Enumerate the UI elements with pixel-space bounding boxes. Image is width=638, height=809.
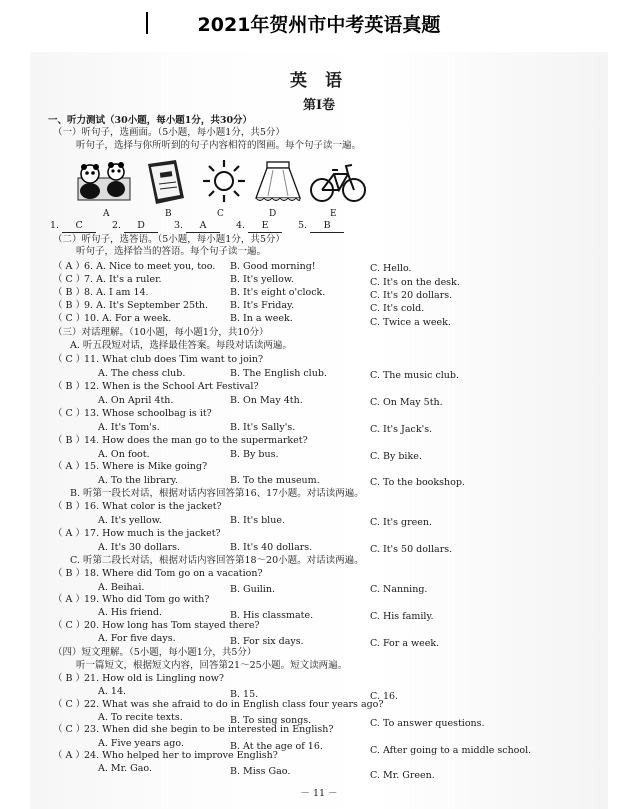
subject-title: 英 语 xyxy=(290,71,348,91)
option-c: C. 16. xyxy=(370,691,399,702)
question-option-a: 7. A. It's a ruler. xyxy=(84,274,162,285)
answer-number: 3. xyxy=(174,220,184,231)
option-c: C. Mr. Green. xyxy=(370,770,435,781)
picture-answer-row xyxy=(174,220,220,233)
sun-picture xyxy=(203,160,245,202)
option-b: B. By bus. xyxy=(230,449,279,460)
answer-mark: （ A ） xyxy=(53,261,85,272)
option-a: A. It's 30 dollars. xyxy=(98,542,181,553)
option-a: A. It's yellow. xyxy=(98,515,162,526)
option-a: A. Mr. Gao. xyxy=(98,763,152,774)
part2-instruction: 听句子，选择恰当的答语。每个句子读一遍。 xyxy=(76,246,267,257)
option-a: A. The chess club. xyxy=(98,368,186,379)
option-c: C. After going to a middle school. xyxy=(370,745,532,756)
panda-picture xyxy=(78,162,130,200)
listening-pictures xyxy=(76,158,366,206)
answer-mark: （ C ） xyxy=(53,620,86,631)
option-b: B. It's blue. xyxy=(230,515,285,526)
part4-heading: （四）短文理解。（5小题，每小题1分，共5分） xyxy=(53,647,257,658)
option-c: C. To answer questions. xyxy=(370,718,485,729)
question: 16. What color is the jacket? xyxy=(84,501,222,512)
picture-answer-row xyxy=(236,220,282,233)
option-a: A. To the library. xyxy=(98,475,178,486)
part2-heading: （二）听句子，选答语。（5小题，每小题1分，共5分） xyxy=(53,234,285,245)
option-c: C. His family. xyxy=(370,611,434,622)
question-option-a: 9. A. It's September 25th. xyxy=(84,300,209,311)
part1-instruction: 听句子，选择与你所听到的句子内容相符的图画。每个句子读一遍。 xyxy=(76,140,362,151)
option-c: C. Twice a week. xyxy=(370,317,451,328)
part4-instruction: 听一篇短文，根据短文内容，回答第21～25小题。短文读两遍。 xyxy=(76,660,348,671)
answer-blank: C xyxy=(62,220,96,233)
option-b: B. The English club. xyxy=(230,368,327,379)
answer-number: 5. xyxy=(298,220,308,231)
answer-mark: （ B ） xyxy=(53,673,86,684)
picture-label: B xyxy=(165,209,172,219)
bicycle-picture xyxy=(311,165,365,201)
answer-blank: A xyxy=(186,220,220,233)
option-b: B. It's yellow. xyxy=(230,274,294,285)
answer-mark: （ B ） xyxy=(53,501,86,512)
skirt-picture xyxy=(256,162,300,201)
answer-mark: （ B ） xyxy=(53,287,86,298)
answer-mark: （ A ） xyxy=(53,750,85,761)
option-a: A. Five years ago. xyxy=(98,738,184,749)
answer-blank: B xyxy=(310,220,344,233)
question: 13. Whose schoolbag is it? xyxy=(84,408,212,419)
option-b: B. 15. xyxy=(230,689,259,700)
option-b: B. It's Friday. xyxy=(230,300,295,311)
question: 12. When is the School Art Festival? xyxy=(84,381,259,392)
option-a: A. 14. xyxy=(98,686,127,697)
answer-mark: （ C ） xyxy=(53,724,86,735)
option-b: B. On May 4th. xyxy=(230,395,303,406)
picture-answer-row xyxy=(50,220,96,233)
section-heading: 一、听力测试（30小题，每小题1分，共30分） xyxy=(48,115,253,126)
answer-mark: （ B ） xyxy=(53,381,86,392)
answer-mark: （ A ） xyxy=(53,461,85,472)
answer-blank: D xyxy=(124,220,158,233)
question: 24. Who helped her to improve English? xyxy=(84,750,278,761)
question: 22. What was she afraid to do in English class four years ago? xyxy=(84,699,384,710)
option-a: A. On April 4th. xyxy=(98,395,174,406)
question-option-a: 6. A. Nice to meet you, too. xyxy=(84,261,216,272)
option-b: B. To sing songs. xyxy=(230,715,312,726)
option-c: C. It's 20 dollars. xyxy=(370,290,453,301)
option-c: C. By bike. xyxy=(370,451,422,462)
answer-number: 1. xyxy=(50,220,60,231)
question-option-a: 8. A. I am 14. xyxy=(84,287,149,298)
part3-instruction-c: C. 听第二段长对话，根据对话内容回答第18～20小题。对话读两遍。 xyxy=(70,555,364,566)
option-b: B. In a week. xyxy=(230,313,293,324)
picture-label: A xyxy=(103,209,110,219)
option-a: A. It's Tom's. xyxy=(98,422,160,433)
page-number: － 11 － xyxy=(300,788,338,799)
option-b: B. It's Sally's. xyxy=(230,422,296,433)
option-b: B. It's 40 dollars. xyxy=(230,542,313,553)
answer-number: 4. xyxy=(236,220,246,231)
option-b: B. His classmate. xyxy=(230,610,314,621)
option-c: C. It's 50 dollars. xyxy=(370,544,453,555)
answer-mark: （ C ） xyxy=(53,699,86,710)
picture-label: E xyxy=(330,209,337,219)
option-c: C. It's green. xyxy=(370,517,433,528)
option-b: B. To the museum. xyxy=(230,475,320,486)
answer-mark: （ B ） xyxy=(53,300,86,311)
answer-blank: E xyxy=(248,220,282,233)
answer-mark: （ A ） xyxy=(53,528,85,539)
book-picture xyxy=(148,160,184,204)
part3-heading: （三）对话理解。（10小题，每小题1分，共10分） xyxy=(53,327,269,338)
option-b: B. Good morning! xyxy=(230,261,316,272)
question-option-a: 10. A. For a week. xyxy=(84,313,172,324)
answer-mark: （ C ） xyxy=(53,408,86,419)
question: 20. How long has Tom stayed there? xyxy=(84,620,260,631)
answer-mark: （ A ） xyxy=(53,594,85,605)
answer-mark: （ C ） xyxy=(53,313,86,324)
answer-number: 2. xyxy=(112,220,122,231)
option-c: C. Hello. xyxy=(370,263,412,274)
option-c: C. It's on the desk. xyxy=(370,277,460,288)
question: 21. How old is Lingling now? xyxy=(84,673,224,684)
paper-part-title: 第Ⅰ卷 xyxy=(302,98,336,113)
part3-instruction-a: A. 听五段短对话，选择最佳答案。每段对话读两遍。 xyxy=(70,340,292,351)
option-c: C. It's Jack's. xyxy=(370,424,433,435)
option-b: B. It's eight o'clock. xyxy=(230,287,326,298)
option-c: C. To the bookshop. xyxy=(370,477,465,488)
answer-mark: （ C ） xyxy=(53,274,86,285)
option-b: B. At the age of 16. xyxy=(230,741,323,752)
answer-mark: （ C ） xyxy=(53,354,86,365)
option-a: A. His friend. xyxy=(98,607,163,618)
question: 11. What club does Tim want to join? xyxy=(84,354,264,365)
question: 23. When did she begin to be interested in English? xyxy=(84,724,334,735)
question: 17. How much is the jacket? xyxy=(84,528,221,539)
picture-label: C xyxy=(217,209,224,219)
option-a: A. To recite texts. xyxy=(98,712,183,723)
question: 15. Where is Mike going? xyxy=(84,461,208,472)
option-b: B. For six days. xyxy=(230,636,304,647)
option-a: A. On foot. xyxy=(98,449,150,460)
option-b: B. Guilin. xyxy=(230,584,275,595)
option-c: C. The music club. xyxy=(370,370,460,381)
answer-mark: （ B ） xyxy=(53,435,86,446)
question: 19. Who did Tom go with? xyxy=(84,594,210,605)
picture-answer-row xyxy=(112,220,158,233)
option-c: C. For a week. xyxy=(370,638,440,649)
option-a: A. Beihai. xyxy=(98,582,145,593)
picture-label: D xyxy=(269,209,277,219)
part1-heading: （一）听句子，选画面。（5小题，每小题1分，共5分） xyxy=(53,127,285,138)
answer-mark: （ B ） xyxy=(53,568,86,579)
question: 14. How does the man go to the supermarket? xyxy=(84,435,308,446)
option-b: B. Miss Gao. xyxy=(230,766,291,777)
question: 18. Where did Tom go on a vacation? xyxy=(84,568,263,579)
option-c: C. It's cold. xyxy=(370,303,425,314)
option-c: C. On May 5th. xyxy=(370,397,443,408)
option-a: A. For five days. xyxy=(98,633,176,644)
option-c: C. Nanning. xyxy=(370,584,428,595)
part3-instruction-b: B. 听第一段长对话，根据对话内容回答第16、17小题。对话读两遍。 xyxy=(70,488,364,499)
picture-answer-row xyxy=(298,220,344,233)
document-title: 2021年贺州市中考英语真题 xyxy=(197,14,441,36)
